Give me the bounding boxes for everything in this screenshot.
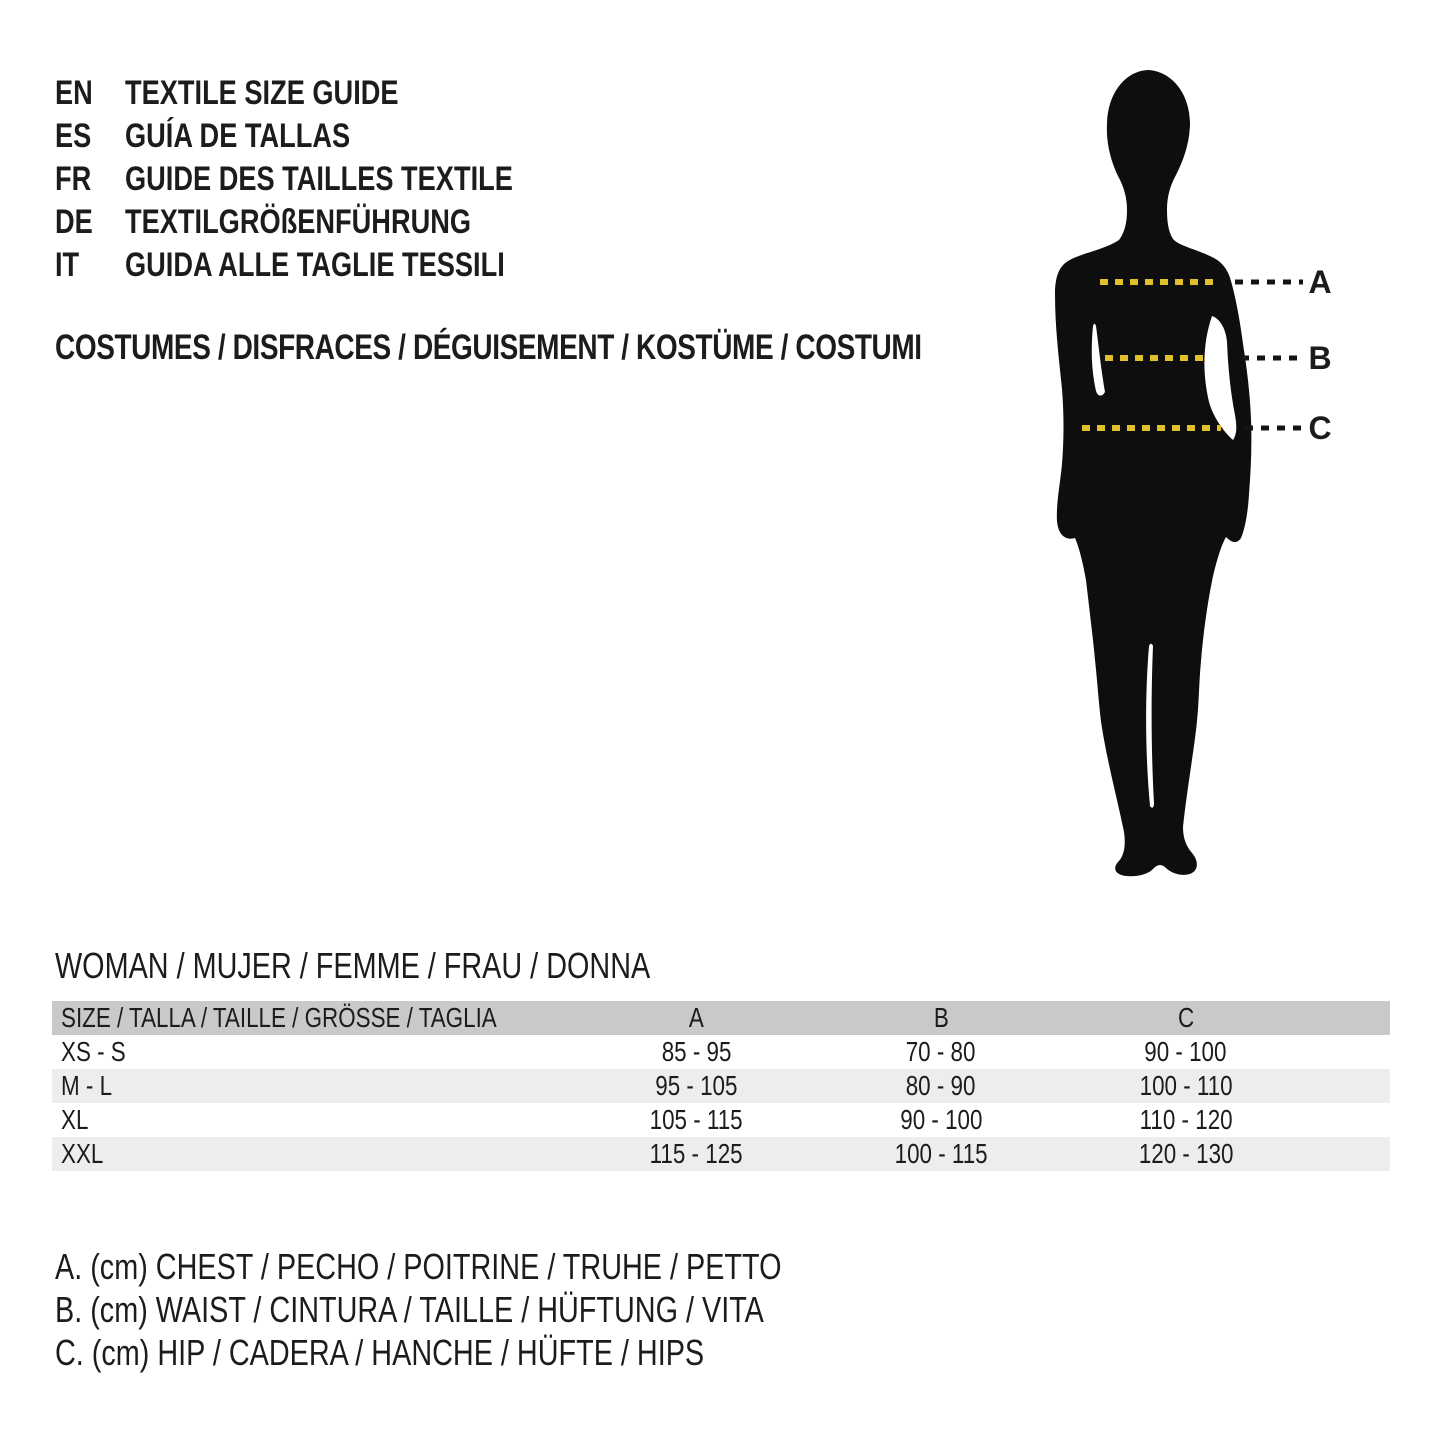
marker-c-label: C [1308, 410, 1332, 446]
table-row [52, 1035, 1390, 1069]
language-title: GUIDE DES TAILLES TEXTILE [125, 160, 513, 198]
value-b: 80 - 90 [906, 1070, 976, 1101]
size-table-header-b: B [933, 1002, 949, 1033]
language-row [55, 201, 610, 244]
section-title: WOMAN / MUJER / FEMME / FRAU / DONNA [55, 945, 651, 986]
table-row [52, 1103, 1390, 1137]
language-code: DE [55, 203, 93, 241]
value-a: 115 - 125 [649, 1138, 743, 1169]
language-code: IT [55, 246, 80, 284]
marker-b-label: B [1308, 340, 1332, 376]
language-row [55, 115, 610, 158]
size-label: XXL [61, 1138, 104, 1169]
language-title-list [55, 72, 610, 287]
language-code: EN [55, 74, 93, 112]
marker-a-label: A [1308, 264, 1332, 300]
value-b: 100 - 115 [894, 1138, 988, 1169]
size-table-header-label: SIZE / TALLA / TAILLE / GRÖSSE / TAGLIA [61, 1002, 497, 1033]
silhouette-svg [985, 60, 1405, 890]
legend-row-chest: A. (cm) CHEST / PECHO / POITRINE / TRUHE / PETTO [55, 1246, 782, 1287]
value-a: 105 - 115 [649, 1104, 743, 1135]
value-a: 95 - 105 [655, 1070, 738, 1101]
value-a: 85 - 95 [661, 1036, 732, 1067]
measurement-legend [55, 1245, 963, 1374]
language-title: GUIDA ALLE TAGLIE TESSILI [125, 246, 505, 284]
woman-silhouette [1055, 70, 1251, 876]
language-row [55, 72, 610, 115]
language-code: FR [55, 160, 92, 198]
size-table-header-a: A [688, 1002, 704, 1033]
size-table-header-c: C [1177, 1002, 1194, 1033]
size-label: XL [61, 1104, 89, 1135]
value-b: 90 - 100 [899, 1104, 983, 1135]
language-row [55, 244, 610, 287]
measurement-figure [985, 60, 1405, 890]
value-c: 90 - 100 [1144, 1036, 1227, 1067]
size-table-header-row [52, 1001, 1390, 1035]
legend-row-waist: B. (cm) WAIST / CINTURA / TAILLE / HÜFTUNG / VITA [55, 1289, 764, 1330]
language-code: ES [55, 117, 92, 155]
value-c: 100 - 110 [1139, 1070, 1233, 1101]
value-c: 110 - 120 [1139, 1104, 1233, 1135]
value-b: 70 - 80 [906, 1036, 976, 1067]
size-label: M - L [61, 1070, 113, 1101]
legend-row-hip: C. (cm) HIP / CADERA / HANCHE / HÜFTE / HIPS [55, 1332, 705, 1373]
value-c: 120 - 130 [1138, 1138, 1234, 1169]
language-row [55, 158, 610, 201]
language-title: GUÍA DE TALLAS [125, 117, 351, 155]
size-label: XS - S [61, 1036, 126, 1067]
category-title: COSTUMES / DISFRACES / DÉGUISEMENT / KOSTÜME / COSTUMI [55, 328, 922, 367]
table-row [52, 1137, 1390, 1171]
size-table [52, 1001, 1390, 1171]
language-title: TEXTILGRÖßENFÜHRUNG [125, 203, 472, 241]
table-row [52, 1069, 1390, 1103]
language-title: TEXTILE SIZE GUIDE [125, 74, 399, 112]
